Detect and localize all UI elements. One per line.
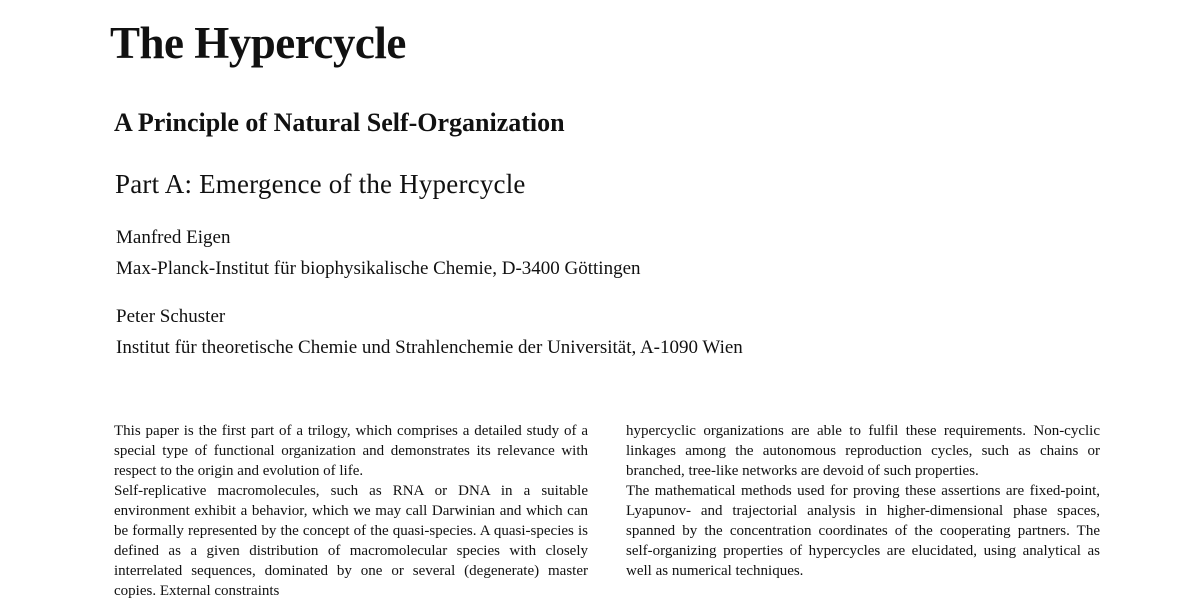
author-affiliation: Max-Planck-Institut für biophysikalische Chemie, D-3400 Göttingen [116,258,641,279]
abstract-paragraph: hypercyclic organizations are able to fulfil these requirements. Non-cyclic linkages among the autonomous reproduction cycles, such as chains or branched, tree-like networks are devoid of such properties. [626,423,1100,479]
abstract-column-right [626,421,1100,581]
abstract-paragraph: The mathematical methods used for proving these assertions are fixed-point, Lyapunov- and trajectorial analysis in higher-dimensional phase spaces, spanned by the concentration coordinates of the cooperating partners. The self-organizing properties of hypercycles are elucidated, using analytical as well as numerical techniques. [626,483,1100,579]
abstract-paragraph: This paper is the first part of a trilogy, which comprises a detailed study of a special type of functional organization and demonstrates its relevance with respect to the origin and evolution of life. [114,423,588,479]
abstract-column-left [114,421,588,601]
abstract-paragraph: Self-replicative macromolecules, such as RNA or DNA in a suitable environment exhibit a behavior, which we may call Darwinian and which can be formally represented by the concept of the quasi-species. A quasi-species is defined as a given distribution of macromolecular species with closely interrelated sequences, dominated by one or several (degenerate) master copies. External constraints [114,483,588,599]
paper-subtitle: A Principle of Natural Self-Organization [114,108,565,137]
part-heading: Part A: Emergence of the Hypercycle [115,169,526,199]
author-name: Manfred Eigen [116,227,231,248]
paper-title: The Hypercycle [110,18,406,68]
author-name: Peter Schuster [116,306,226,327]
author-affiliation: Institut für theoretische Chemie und Strahlenchemie der Universität, A-1090 Wien [116,337,743,358]
